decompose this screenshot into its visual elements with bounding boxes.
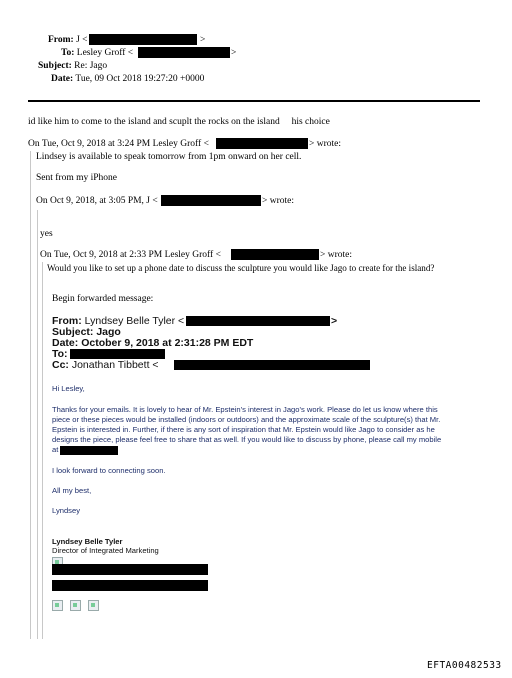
fw-subject-value: Jago — [96, 326, 121, 338]
para1-line: Thanks for your emails. It is lovely to hear of Mr. Epstein's interest in Jago's work. Please do let us know where this — [52, 405, 438, 414]
header-from — [48, 34, 88, 46]
quote2-intro: On Oct 9, 2018, at 3:05 PM, J < — [36, 196, 158, 206]
redaction-bar — [89, 34, 197, 45]
quote3-intro-end: > wrote: — [320, 250, 353, 260]
quote1-intro: On Tue, Oct 9, 2018 at 3:24 PM Lesley Groff < — [28, 139, 209, 149]
header-date — [51, 73, 204, 85]
fw-date-label: Date: — [52, 337, 79, 349]
begin-forwarded: Begin forwarded message: — [52, 294, 154, 304]
redaction-bar — [216, 138, 308, 149]
quote1-text: Lindsey is available to speak tomorrow from 1pm onward on her cell. — [36, 152, 302, 162]
redaction-bar — [186, 316, 330, 326]
redaction-bar — [70, 349, 165, 359]
reply-line: id like him to come to the island and scuplt the rocks on the island his choice — [28, 117, 330, 127]
quote3-text: Would you like to set up a phone date to discuss the sculpture you would like Jago to create for the island? — [47, 263, 435, 273]
fw-cc-value: Jonathan Tibbett < — [71, 359, 159, 371]
message-para2: I look forward to connecting soon. — [52, 466, 166, 475]
to-close: > — [231, 48, 237, 58]
quote3-intro: On Tue, Oct 9, 2018 at 2:33 PM Lesley Groff < — [40, 250, 221, 260]
redaction-bar — [174, 360, 370, 370]
greeting: Hi Lesley, — [52, 384, 85, 393]
yes-text: yes — [40, 229, 53, 239]
fw-cc-label: Cc: — [52, 359, 69, 371]
fw-cc — [52, 360, 159, 371]
closing: All my best, — [52, 486, 92, 495]
date-value: Tue, 09 Oct 2018 19:27:20 +0000 — [75, 74, 205, 84]
from-label: From: — [48, 35, 74, 45]
redaction-bar — [52, 564, 208, 575]
header-to — [61, 47, 133, 59]
quote-bar — [42, 262, 43, 639]
subject-label: Subject: — [38, 61, 72, 71]
signature-name: Lyndsey Belle Tyler — [52, 537, 123, 546]
fw-date — [52, 338, 253, 349]
redaction-bar — [138, 47, 230, 58]
redaction-bar — [60, 446, 118, 455]
header-subject — [38, 60, 107, 72]
sent-from: Sent from my iPhone — [36, 173, 118, 183]
signature-title: Director of Integrated Marketing — [52, 546, 159, 555]
para1-line: designs the piece, please feel free to share that as well. If you would like to discuss by phone, please call my mobile — [52, 435, 442, 444]
quote-bar — [30, 151, 31, 639]
to-label: To: — [61, 48, 75, 58]
redaction-bar — [231, 249, 319, 260]
date-label: Date: — [51, 74, 74, 84]
subject-value: Re: Jago — [74, 61, 108, 71]
para1-line: piece or these pieces would be installed (indoors or outdoors) and the approximate scale of the sculpture(s) that Mr. — [52, 415, 441, 424]
fw-to-label: To: — [52, 348, 68, 360]
broken-image-icon — [52, 600, 63, 611]
fw-date-value: October 9, 2018 at 2:31:28 PM EDT — [81, 337, 254, 349]
signoff: Lyndsey — [52, 506, 81, 515]
redaction-bar — [161, 195, 261, 206]
to-value: Lesley Groff < — [76, 48, 134, 58]
quote-bar — [37, 210, 38, 639]
quote1-intro-end: > wrote: — [309, 139, 342, 149]
quote2-intro-end: > wrote: — [262, 196, 295, 206]
fw-subject-label: Subject: — [52, 326, 94, 338]
bates-number: EFTA00482533 — [427, 660, 502, 671]
from-close: > — [200, 35, 206, 45]
fw-from-label: From: — [52, 315, 82, 327]
redaction-bar — [52, 580, 208, 591]
fw-from-value: Lyndsey Belle Tyler < — [84, 315, 185, 327]
fw-from-close: > — [331, 315, 338, 327]
broken-image-icon — [70, 600, 81, 611]
para1-line: at — [52, 445, 59, 454]
header-divider — [28, 100, 480, 102]
broken-image-icon — [88, 600, 99, 611]
from-value: J < — [76, 35, 88, 45]
para1-line: Epstein is interested in. Further, if there is any sort of inspiration that Mr. Epstein would like Jago to consider as he — [52, 425, 435, 434]
